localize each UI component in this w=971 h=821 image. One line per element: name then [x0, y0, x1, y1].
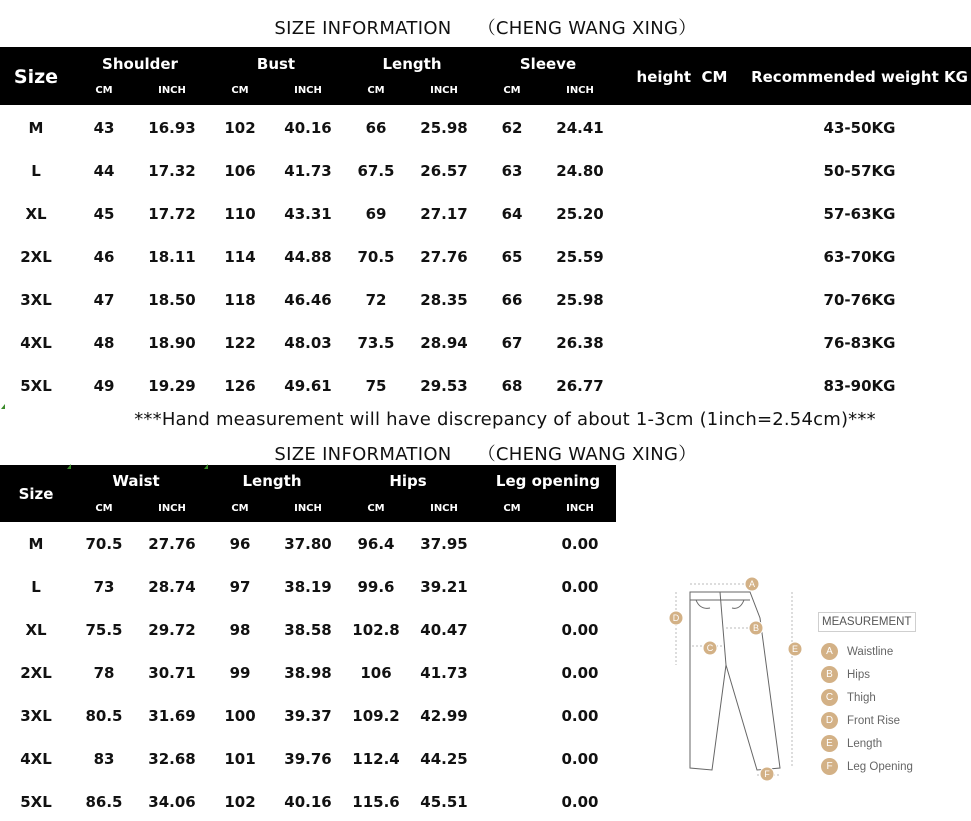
cell-size: 4XL: [20, 334, 52, 352]
header-unit: INCH: [158, 503, 186, 514]
table-row: [0, 150, 971, 193]
cell-sleeve-in: 26.38: [556, 334, 604, 352]
cell-length-cm: 101: [224, 750, 256, 768]
cell-length-cm: 100: [224, 707, 256, 725]
table-row: [0, 365, 971, 408]
table-row: [0, 738, 616, 781]
legend-item: [818, 640, 916, 663]
legend-item: [818, 663, 916, 686]
header-unit: CM: [367, 85, 385, 96]
top-title-subtitle: （CHENG WANG XING）: [477, 18, 697, 39]
cell-weight: 70-76KG: [823, 291, 896, 309]
cell-leg-cm: [480, 695, 544, 738]
cell-sleeve-cm: 62: [501, 119, 523, 137]
cell-sleeve-in: 26.77: [556, 377, 604, 395]
cell-length-cm: 67.5: [357, 162, 395, 180]
table-row: [0, 652, 616, 695]
cell-waist-in: 31.69: [148, 707, 196, 725]
cell-waist-cm: 75.5: [85, 621, 123, 639]
cell-leg-in: 0.00: [561, 664, 599, 682]
cell-sleeve-cm: 68: [501, 377, 523, 395]
cell-shoulder-in: 19.29: [148, 377, 196, 395]
cell-sleeve-cm: 63: [501, 162, 523, 180]
cell-bust-cm: 118: [224, 291, 256, 309]
bottom-table-title: [0, 440, 971, 466]
header-leg-opening: Leg opening: [495, 472, 601, 490]
cell-length-in: 37.80: [284, 535, 332, 553]
cell-waist-in: 28.74: [148, 578, 196, 596]
header-size-label: Size: [18, 485, 54, 503]
cell-length-in: 40.16: [284, 793, 332, 811]
cell-height: [616, 322, 748, 365]
cell-length-in: 26.57: [420, 162, 468, 180]
legend-label: Front Rise: [847, 714, 901, 727]
cell-sleeve-in: 25.20: [556, 205, 604, 223]
header-unit: INCH: [430, 85, 458, 96]
legend-badge-icon: E: [821, 735, 838, 752]
cell-hips-in: 37.95: [420, 535, 468, 553]
cell-leg-in: 0.00: [561, 793, 599, 811]
legend-label: Hips: [847, 668, 871, 681]
legend-label: Leg Opening: [847, 760, 913, 773]
cell-weight: 50-57KG: [823, 162, 896, 180]
badge-letter: F: [764, 769, 770, 779]
cell-hips-in: 40.47: [420, 621, 468, 639]
cell-waist-in: 32.68: [148, 750, 196, 768]
cell-length-in: 28.35: [420, 291, 468, 309]
cell-size: M: [28, 119, 44, 137]
cell-shoulder-cm: 49: [93, 377, 115, 395]
cell-hips-in: 44.25: [420, 750, 468, 768]
cell-length-in: 27.17: [420, 205, 468, 223]
legend-badge-icon: C: [821, 689, 838, 706]
cell-bust-in: 43.31: [284, 205, 332, 223]
cell-length-cm: 69: [365, 205, 387, 223]
top-title-text: SIZE INFORMATION: [274, 18, 452, 39]
cell-hips-in: 39.21: [420, 578, 468, 596]
cell-leg-in: 0.00: [561, 621, 599, 639]
cell-sleeve-in: 24.41: [556, 119, 604, 137]
badge-letter: B: [752, 623, 760, 633]
cell-height: [616, 193, 748, 236]
legend-item: [818, 732, 916, 755]
cell-height: [616, 107, 748, 150]
table-row: [0, 566, 616, 609]
cell-shoulder-cm: 48: [93, 334, 115, 352]
cell-waist-in: 27.76: [148, 535, 196, 553]
green-marker: [204, 464, 208, 469]
cell-length-in: 38.19: [284, 578, 332, 596]
green-marker: [67, 464, 71, 469]
cell-waist-cm: 86.5: [85, 793, 123, 811]
cell-sleeve-in: 25.98: [556, 291, 604, 309]
pants-outline-icon: [690, 592, 780, 770]
legend-badge-icon: A: [821, 643, 838, 660]
cell-bust-in: 48.03: [284, 334, 332, 352]
cell-bust-cm: 122: [224, 334, 256, 352]
cell-waist-cm: 70.5: [85, 535, 123, 553]
legend-item: [818, 686, 916, 709]
cell-size: XL: [25, 205, 47, 223]
cell-size: 3XL: [20, 291, 52, 309]
cell-size: L: [31, 578, 41, 596]
cell-length-cm: 102: [224, 793, 256, 811]
header-unit: CM: [231, 85, 249, 96]
cell-hips-cm: 112.4: [352, 750, 400, 768]
cell-waist-cm: 78: [93, 664, 115, 682]
header-height: height CM: [636, 68, 728, 86]
cell-hips-cm: 96.4: [357, 535, 395, 553]
cell-length-cm: 73.5: [357, 334, 395, 352]
badge-letter: A: [748, 579, 756, 589]
header-length: Length: [242, 472, 302, 490]
cell-weight: 63-70KG: [823, 248, 896, 266]
measurement-note: ***Hand measurement will have discrepancy of about 1-3cm (1inch=2.54cm)***: [134, 409, 876, 430]
cell-shoulder-in: 16.93: [148, 119, 196, 137]
cell-length-in: 39.37: [284, 707, 332, 725]
diagram-badges: [669, 577, 802, 781]
cell-hips-in: 45.51: [420, 793, 468, 811]
cell-shoulder-in: 17.32: [148, 162, 196, 180]
cell-size: XL: [25, 621, 47, 639]
cell-leg-in: 0.00: [561, 578, 599, 596]
table-row: [0, 609, 616, 652]
cell-shoulder-cm: 47: [93, 291, 115, 309]
badge-letter: D: [672, 613, 680, 623]
legend-label: Waistline: [847, 645, 894, 658]
cell-length-in: 38.98: [284, 664, 332, 682]
cell-length-in: 27.76: [420, 248, 468, 266]
cell-weight: 76-83KG: [823, 334, 896, 352]
cell-leg-cm: [480, 523, 544, 566]
cell-waist-cm: 73: [93, 578, 115, 596]
table-row: [0, 279, 971, 322]
cell-shoulder-in: 18.90: [148, 334, 196, 352]
header-unit: INCH: [430, 503, 458, 514]
header-shoulder: Shoulder: [102, 55, 178, 73]
cell-hips-cm: 115.6: [352, 793, 400, 811]
cell-length-cm: 96: [229, 535, 251, 553]
cell-sleeve-in: 25.59: [556, 248, 604, 266]
legend-item: [818, 709, 916, 732]
cell-size: 5XL: [20, 377, 52, 395]
cell-bust-cm: 126: [224, 377, 256, 395]
cell-weight: 83-90KG: [823, 377, 896, 395]
cell-sleeve-cm: 67: [501, 334, 523, 352]
cell-height: [616, 365, 748, 408]
cell-leg-cm: [480, 609, 544, 652]
cell-shoulder-in: 17.72: [148, 205, 196, 223]
table-row: [0, 781, 616, 821]
top-table-title: [0, 14, 971, 40]
cell-bust-cm: 102: [224, 119, 256, 137]
cell-hips-in: 42.99: [420, 707, 468, 725]
cell-waist-in: 34.06: [148, 793, 196, 811]
cell-height: [616, 279, 748, 322]
header-unit: INCH: [158, 85, 186, 96]
cell-sleeve-cm: 66: [501, 291, 523, 309]
table-row: [0, 193, 971, 236]
cell-leg-cm: [480, 781, 544, 821]
cell-shoulder-in: 18.11: [148, 248, 196, 266]
legend-badge-icon: B: [821, 666, 838, 683]
cell-length-cm: 99: [229, 664, 251, 682]
cell-size: 2XL: [20, 248, 52, 266]
header-unit: CM: [95, 85, 113, 96]
cell-waist-in: 29.72: [148, 621, 196, 639]
cell-length-in: 38.58: [284, 621, 332, 639]
cell-leg-cm: [480, 566, 544, 609]
cell-waist-cm: 80.5: [85, 707, 123, 725]
table-row: [0, 322, 971, 365]
legend-item: [818, 755, 916, 778]
header-bust: Bust: [256, 55, 296, 73]
cell-shoulder-cm: 44: [93, 162, 115, 180]
header-weight: Recommended weight KG: [751, 68, 968, 86]
table-row: [0, 107, 971, 150]
bottom-title-subtitle: （CHENG WANG XING）: [477, 444, 697, 465]
cell-bust-in: 49.61: [284, 377, 332, 395]
cell-hips-in: 41.73: [420, 664, 468, 682]
cell-bust-in: 41.73: [284, 162, 332, 180]
cell-hips-cm: 106: [360, 664, 392, 682]
bottom-title-text: SIZE INFORMATION: [274, 444, 452, 465]
cell-waist-cm: 83: [93, 750, 115, 768]
cell-bust-cm: 106: [224, 162, 256, 180]
header-unit: INCH: [294, 85, 322, 96]
cell-leg-in: 0.00: [561, 707, 599, 725]
header-unit: CM: [367, 503, 385, 514]
cell-leg-cm: [480, 652, 544, 695]
cell-weight: 57-63KG: [823, 205, 896, 223]
cell-size: M: [28, 535, 44, 553]
cell-hips-cm: 102.8: [352, 621, 400, 639]
legend-label: Thigh: [847, 691, 876, 704]
cell-leg-in: 0.00: [561, 750, 599, 768]
cell-sleeve-cm: 65: [501, 248, 523, 266]
badge-letter: E: [791, 644, 799, 654]
cell-shoulder-cm: 43: [93, 119, 115, 137]
header-unit: INCH: [566, 85, 594, 96]
header-waist: Waist: [112, 472, 160, 490]
cell-size: 3XL: [20, 707, 52, 725]
cell-size: 2XL: [20, 664, 52, 682]
cell-bust-cm: 110: [224, 205, 256, 223]
legend-badge-icon: D: [821, 712, 838, 729]
header-unit: CM: [231, 503, 249, 514]
header-unit: INCH: [566, 503, 594, 514]
measurement-legend: [818, 612, 916, 778]
cell-length-cm: 72: [365, 291, 387, 309]
cell-size: L: [31, 162, 41, 180]
cell-length-cm: 70.5: [357, 248, 395, 266]
cell-height: [616, 236, 748, 279]
cell-length-cm: 98: [229, 621, 251, 639]
header-unit: CM: [503, 503, 521, 514]
cell-leg-cm: [480, 738, 544, 781]
legend-label: Length: [847, 737, 883, 750]
measurement-legend-title: MEASUREMENT: [818, 612, 916, 632]
cell-weight: 43-50KG: [823, 119, 896, 137]
cell-length-cm: 75: [365, 377, 387, 395]
header-hips: Hips: [389, 472, 427, 490]
cell-hips-cm: 109.2: [352, 707, 400, 725]
cell-sleeve-cm: 64: [501, 205, 523, 223]
header-length: Length: [382, 55, 442, 73]
cell-leg-in: 0.00: [561, 535, 599, 553]
cell-length-cm: 97: [229, 578, 251, 596]
cell-length-in: 29.53: [420, 377, 468, 395]
cell-hips-cm: 99.6: [357, 578, 395, 596]
cell-height: [616, 150, 748, 193]
cell-sleeve-in: 24.80: [556, 162, 604, 180]
table-row: [0, 695, 616, 738]
table-row: [0, 523, 616, 566]
header-unit: INCH: [294, 503, 322, 514]
cell-size: 4XL: [20, 750, 52, 768]
bottom-table-header: [0, 465, 616, 522]
cell-length-in: 39.76: [284, 750, 332, 768]
header-unit: CM: [503, 85, 521, 96]
header-sleeve: Sleeve: [519, 55, 577, 73]
cell-bust-cm: 114: [224, 248, 256, 266]
legend-badge-icon: F: [821, 758, 838, 775]
header-size-label: Size: [13, 66, 59, 88]
cell-length-cm: 66: [365, 119, 387, 137]
cell-length-in: 25.98: [420, 119, 468, 137]
cell-shoulder-in: 18.50: [148, 291, 196, 309]
cell-bust-in: 44.88: [284, 248, 332, 266]
cell-size: 5XL: [20, 793, 52, 811]
cell-waist-in: 30.71: [148, 664, 196, 682]
cell-length-in: 28.94: [420, 334, 468, 352]
cell-bust-in: 46.46: [284, 291, 332, 309]
badge-letter: C: [706, 643, 714, 653]
table-row: [0, 236, 971, 279]
cell-shoulder-cm: 46: [93, 248, 115, 266]
cell-shoulder-cm: 45: [93, 205, 115, 223]
cell-bust-in: 40.16: [284, 119, 332, 137]
top-table-header: [0, 47, 971, 105]
header-unit: CM: [95, 503, 113, 514]
